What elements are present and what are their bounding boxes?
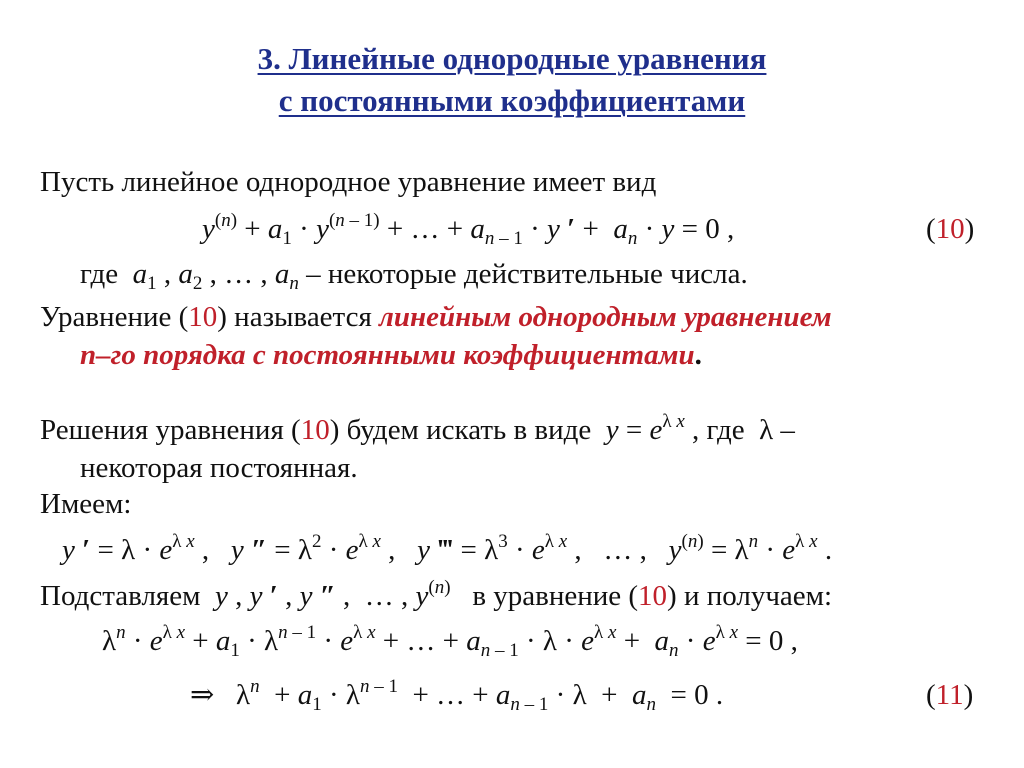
equation-11: ⇒ $\lambda^n + a_1 \cdot \lambda^{n - 1}$ + … + $a_{n - 1} \cdot \lambda + a_n = 0$ . xyxy=(190,676,724,715)
substituted-equation: $\lambda^n \cdot e^{\lambda x} + a_1 \cdot \lambda^{n - 1} \cdot e^{\lambda x}$ + … + $a_{n - 1} \cdot \lambda \cdot e^{\lambda x} + a_n \cdot e^{\lambda x} = 0$ , xyxy=(102,622,798,661)
have-label: Имеем: xyxy=(40,488,132,520)
title-line-1: 3. Линейные однородные уравнения xyxy=(257,41,767,76)
coefficients-note: где $a_1$ , $a_2$ , … , $a_n$ – некоторые действительные числа. xyxy=(80,258,748,294)
solutions-line-1: Решения уравнения (10) будем искать в виде $y = e^{\lambda x}$ , где λ – xyxy=(40,411,795,446)
equation-10-number: (10) xyxy=(926,213,975,245)
slide-title xyxy=(0,38,1024,122)
substitution-line: Подставляем y , y ′ , y ″ , … , $y^{(n)}$ в уравнение (10) и получаем: xyxy=(40,577,833,612)
equation-11-number: (11) xyxy=(926,679,974,711)
definition-term-1: линейным однородным уравнением xyxy=(379,301,832,333)
solutions-line-2: некоторая постоянная. xyxy=(80,452,358,484)
definition-term-2: n–го порядка с постоянными коэффициентами xyxy=(80,339,695,371)
title-line-2: с постоянными коэффициентами xyxy=(278,83,746,118)
definition-line-1: Уравнение (10) называется линейным однородным уравнением xyxy=(40,301,832,333)
definition-line-2: n–го порядка с постоянными коэффициентами. xyxy=(80,339,702,371)
intro-text: Пусть линейное однородное уравнение имеет вид xyxy=(40,166,657,198)
equation-10: $y^{(n)} + a_1 \cdot y^{(n - 1)}$ + … + $a_{n - 1} \cdot y$ ′ + $a_n \cdot y = 0$ , xyxy=(202,210,735,249)
derivatives-equation: y ′ = $\lambda \cdot e^{\lambda x}$ , y ″ = $\lambda^2 \cdot e^{\lambda x}$ , y ‴ = $\lambda^3 \cdot e^{\lambda x}$ , … , $y^{(n)} = \lambda^n \cdot e^{\lambda x}$ . xyxy=(62,531,833,566)
